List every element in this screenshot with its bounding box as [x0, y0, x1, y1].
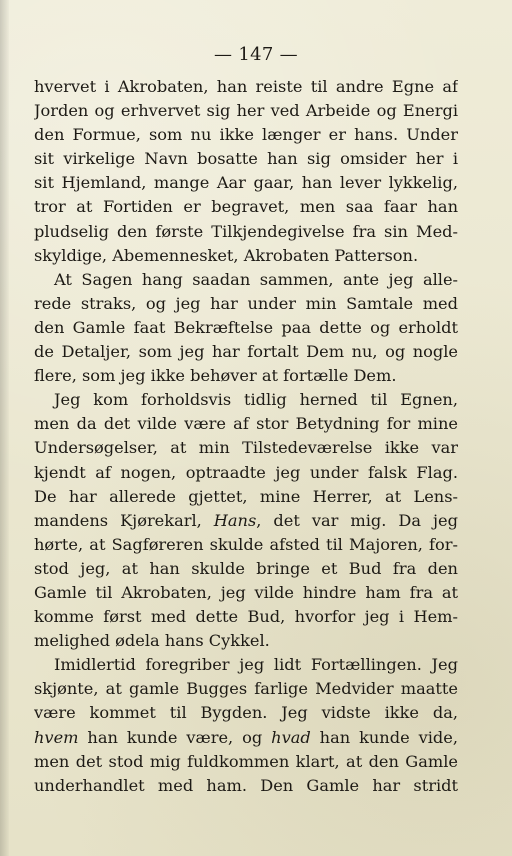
text-span: rede straks, og jeg har under min Samtale med: [34, 293, 458, 313]
text-span: de Detaljer, som jeg har fortalt Dem nu, og nogle: [34, 342, 458, 362]
text-line: [34, 557, 458, 581]
text-line: [34, 147, 458, 171]
text-span: Jeg kom forholdsvis tidlig herned til Egnen,: [54, 390, 458, 410]
text-span: han kunde være, og: [78, 727, 272, 747]
text-line: [34, 99, 458, 123]
text-span: tror at Fortiden er begravet, men saa faar han: [34, 197, 458, 217]
text-span: underhandlet med ham. Den Gamle har stridt: [34, 775, 458, 795]
text-span: pludselig den første Tilkjendegivelse fra sin Med-: [34, 221, 458, 241]
text-span: At Sagen hang saadan sammen, ante jeg alle-: [54, 269, 458, 289]
page-text: [34, 75, 458, 798]
text-line: [34, 388, 458, 412]
text-line: [34, 581, 458, 605]
text-span: Gamle til Akrobaten, jeg vilde hindre ham fra at: [34, 582, 458, 602]
text-span: kjendt af nogen, optraadte jeg under falsk Flag.: [34, 462, 458, 482]
text-line: [34, 653, 458, 677]
text-span: stod jeg, at han skulde bringe et Bud fra den: [34, 558, 458, 578]
text-span: sit virkelige Navn bosatte han sig omsider her i: [34, 149, 458, 169]
text-span: han kunde vide,: [310, 727, 458, 747]
text-span: sit Hjemland, mange Aar gaar, han lever lykkelig,: [34, 173, 458, 193]
text-line: [34, 485, 458, 509]
page-number: — 147 —: [214, 44, 298, 65]
text-line: [34, 292, 458, 316]
text-span: Jorden og erhvervet sig her ved Arbeide og Energi: [34, 101, 458, 121]
text-line: [34, 461, 458, 485]
text-line: [34, 412, 458, 436]
text-line: [34, 629, 458, 653]
text-span: , det var mig. Da jeg: [256, 510, 458, 530]
text-span: flere, som jeg ikke behøver at fortælle Dem.: [34, 366, 397, 386]
text-line: [34, 75, 458, 99]
text-span: melighed ødela hans Cykkel.: [34, 631, 270, 651]
text-line: [34, 244, 458, 268]
text-span: men da det vilde være af stor Betydning for mine: [34, 414, 458, 434]
text-line: [34, 750, 458, 774]
italic-text: hvem: [34, 727, 79, 747]
italic-text: hvad: [271, 727, 311, 747]
text-line: [34, 677, 458, 701]
text-line: [34, 364, 458, 388]
text-line: [34, 340, 458, 364]
text-span: være kommet til Bygden. Jeg vidste ikke da,: [34, 703, 458, 723]
text-line: [34, 436, 458, 460]
text-line: [34, 268, 458, 292]
text-line: [34, 509, 458, 533]
text-span: den Formue, som nu ikke længer er hans. Under: [34, 125, 458, 145]
text-span: Undersøgelser, at min Tilstedeværelse ikke var: [34, 438, 458, 458]
italic-text: Hans: [213, 510, 257, 530]
text-line: [34, 533, 458, 557]
text-span: den Gamle faat Bekræftelse paa dette og erholdt: [34, 317, 458, 337]
text-line: [34, 171, 458, 195]
text-span: men det stod mig fuldkommen klart, at den Gamle: [34, 751, 458, 771]
text-span: hvervet i Akrobaten, han reiste til andre Egne af: [34, 77, 458, 96]
text-span: komme først med dette Bud, hvorfor jeg i Hem-: [34, 607, 458, 627]
text-line: [34, 605, 458, 629]
text-line: [34, 701, 458, 725]
text-line: [34, 316, 458, 340]
text-span: skyldige, Abemennesket, Akrobaten Patterson.: [34, 245, 419, 265]
text-span: Imidlertid foregriber jeg lidt Fortællingen. Jeg: [54, 655, 458, 675]
page-gutter-shadow: [0, 0, 9, 856]
text-line: [34, 123, 458, 147]
text-span: hørte, at Sagføreren skulde afsted til Majoren, for-: [34, 534, 458, 554]
text-line: [34, 220, 458, 244]
text-span: mandens Kjørekarl,: [34, 510, 214, 530]
text-line: [34, 774, 458, 798]
text-span: skjønte, at gamle Bugges farlige Medvider maatte: [34, 679, 458, 699]
text-line: [34, 726, 458, 750]
text-line: [34, 195, 458, 219]
text-span: De har allerede gjettet, mine Herrer, at Lens-: [34, 486, 458, 506]
